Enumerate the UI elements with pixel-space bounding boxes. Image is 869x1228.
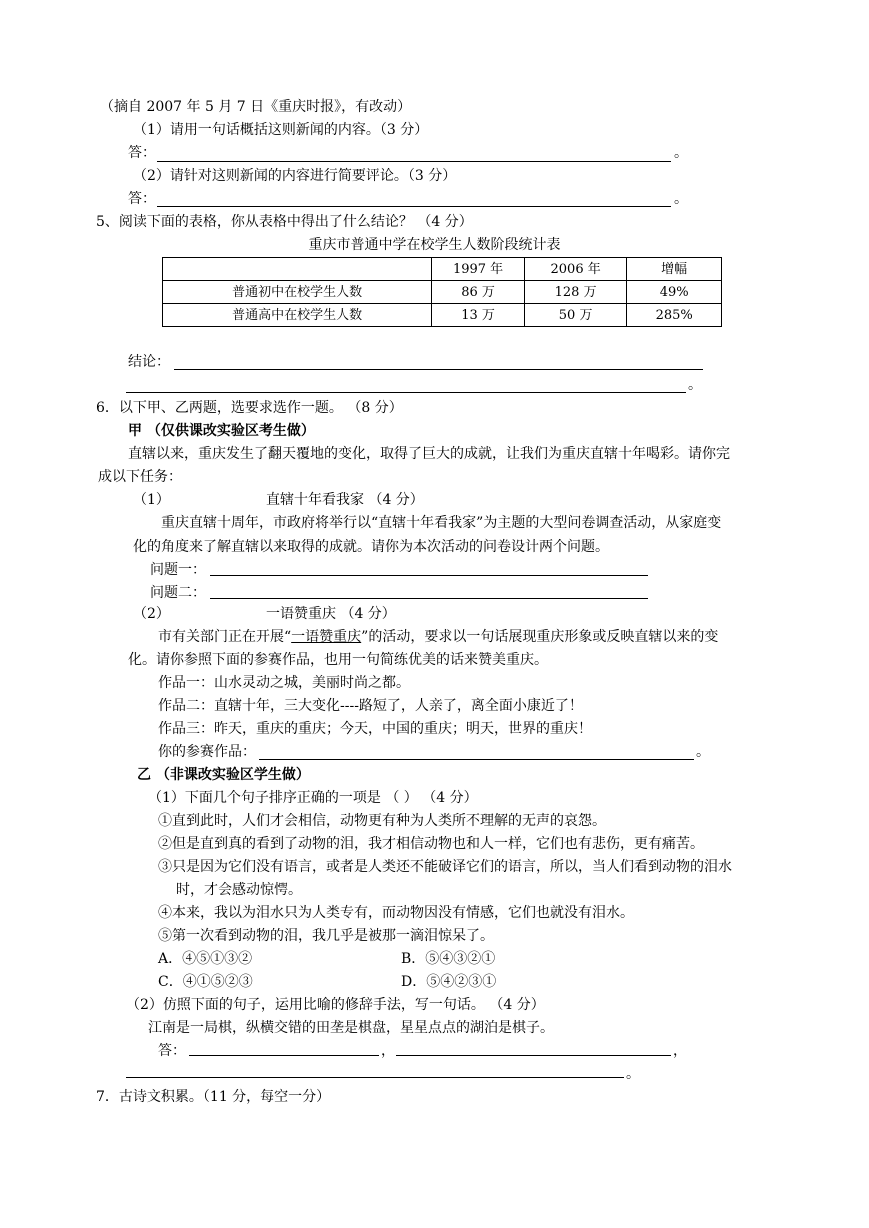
q4-sub2-answer-label: 答： bbox=[128, 191, 156, 207]
q6-jia-task1-title: 直辖十年看我家 （4 分） bbox=[266, 492, 424, 508]
q6-jia-intro-line2: 成以下任务： bbox=[98, 469, 182, 485]
q6-jia-task1-line2: 化的角度来了解直辖以来取得的成就。请你为本次活动的问卷设计两个问题。 bbox=[133, 539, 609, 555]
table-header-cell bbox=[163, 258, 432, 281]
q5-conclusion-line-2[interactable] bbox=[126, 392, 686, 393]
option-c[interactable]: C．④①⑤②③ bbox=[158, 974, 253, 990]
table-cell: 86 万 bbox=[432, 281, 525, 304]
table-header-cell: 增幅 bbox=[627, 258, 722, 281]
q6-question2-label: 问题二： bbox=[150, 585, 206, 601]
q6-yi-sub1: （1）下面几个句子排序正确的一项是 （ ） （4 分） bbox=[148, 790, 478, 806]
q6-example-sentence: 江南是一局棋，纵横交错的田垄是棋盘，星星点点的湖泊是棋子。 bbox=[148, 1020, 554, 1036]
table-cell: 50 万 bbox=[524, 304, 627, 327]
q6-jia-heading: 甲 （仅供课改实验区考生做） bbox=[128, 423, 315, 439]
q6-your-work-line[interactable] bbox=[259, 759, 694, 760]
q6-jia-task1-num: （1） bbox=[133, 492, 170, 508]
table-cell: 285% bbox=[627, 304, 722, 327]
table-cell: 普通初中在校学生人数 bbox=[163, 281, 432, 304]
option-d[interactable]: D．⑤④②③① bbox=[401, 974, 497, 990]
q6-yi-answer-line-2[interactable] bbox=[396, 1055, 671, 1056]
q6-question1-line[interactable] bbox=[210, 575, 648, 576]
q6-jia-end-mark: 。 bbox=[696, 744, 710, 760]
q6-jia-task2-line1 bbox=[158, 630, 718, 644]
option-b[interactable]: B．⑤④③②① bbox=[401, 951, 496, 967]
table-cell: 49% bbox=[627, 281, 722, 304]
q4-sub2-end-mark: 。 bbox=[674, 191, 688, 207]
q4-sub2: （2）请针对这则新闻的内容进行简要评论。（3 分） bbox=[133, 168, 457, 184]
option-a[interactable]: A．④⑤①③② bbox=[158, 951, 253, 967]
q6-sentence-2: ②但是直到真的看到了动物的泪，我才相信动物也和人一样，它们也有悲伤，更有痛苦。 bbox=[158, 836, 704, 852]
q6-sentence-3-line1: ③只是因为它们没有语言，或者是人类还不能破译它们的语言，所以，当人们看到动物的泪水 bbox=[158, 859, 732, 875]
q6-jia-task2-num: （2） bbox=[133, 606, 170, 622]
task2-line1-a: 市有关部门正在开展“ bbox=[158, 629, 292, 645]
stats-table bbox=[162, 257, 722, 327]
source-note: （摘自 2007 年 5 月 7 日《重庆时报》，有改动） bbox=[100, 99, 412, 115]
table-header-row bbox=[163, 258, 722, 281]
q6-yi-comma-2: ， bbox=[673, 1043, 687, 1059]
q6-sentence-4: ④本来，我以为泪水只为人类专有，而动物因没有情感，它们也就没有泪水。 bbox=[158, 905, 634, 921]
q6-jia-intro-line1: 直辖以来，重庆发生了翻天覆地的变化，取得了巨大的成就，让我们为重庆直辖十年喝彩。请你完 bbox=[128, 446, 730, 462]
table-header-cell: 1997 年 bbox=[432, 258, 525, 281]
q4-sub2-answer-line[interactable] bbox=[157, 206, 671, 207]
q6-yi-answer-label: 答： bbox=[158, 1043, 186, 1059]
q6-prompt: 6．以下甲、乙两题，选要求选作一题。 （8 分） bbox=[96, 400, 403, 416]
q6-yi-comma-1: ， bbox=[381, 1043, 395, 1059]
q7-prompt: 7．古诗文积累。（11 分，每空一分） bbox=[96, 1089, 331, 1105]
q4-sub1: （1）请用一句话概括这则新闻的内容。（3 分） bbox=[133, 122, 429, 138]
q6-yi-sub2: （2）仿照下面的句子，运用比喻的修辞手法，写一句话。 （4 分） bbox=[126, 997, 545, 1013]
q5-conclusion-label: 结论： bbox=[128, 354, 170, 370]
table-row bbox=[163, 304, 722, 327]
task2-line1-b: ”的活动，要求以一句话展现重庆形象或反映直辖以来的变 bbox=[361, 629, 719, 645]
table-row bbox=[163, 281, 722, 304]
q5-conclusion-line-1[interactable] bbox=[174, 369, 703, 370]
q6-yi-end-mark: 。 bbox=[626, 1066, 640, 1082]
q6-work2: 作品二：直辖十年，三大变化----路短了，人亲了，离全面小康近了！ bbox=[158, 698, 583, 714]
table-cell: 128 万 bbox=[524, 281, 627, 304]
q6-work3: 作品三：昨天，重庆的重庆；今天，中国的重庆；明天，世界的重庆！ bbox=[158, 721, 592, 737]
q5-table-title: 重庆市普通中学在校学生人数阶段统计表 bbox=[308, 237, 561, 253]
q5-prompt: 5、阅读下面的表格，你从表格中得出了什么结论？ （4 分） bbox=[96, 214, 473, 230]
table-cell: 13 万 bbox=[432, 304, 525, 327]
q6-jia-task2-title: 一语赞重庆 （4 分） bbox=[266, 606, 396, 622]
q6-sentence-5: ⑤第一次看到动物的泪，我几乎是被那一滴泪惊呆了。 bbox=[158, 928, 494, 944]
q6-question2-line[interactable] bbox=[210, 598, 648, 599]
q6-jia-task2-line2: 化。请你参照下面的参赛作品，也用一句简练优美的话来赞美重庆。 bbox=[128, 652, 548, 668]
q6-work1: 作品一：山水灵动之城，美丽时尚之都。 bbox=[158, 675, 410, 691]
q6-yi-answer-line-1[interactable] bbox=[189, 1055, 379, 1056]
q6-your-work-label: 你的参赛作品： bbox=[158, 744, 256, 760]
table-cell: 普通高中在校学生人数 bbox=[163, 304, 432, 327]
q6-sentence-1: ①直到此时，人们才会相信，动物更有种为人类所不理解的无声的哀怨。 bbox=[158, 813, 606, 829]
q6-jia-task1-line1: 重庆直辖十周年，市政府将举行以“直辖十年看我家”为主题的大型问卷调查活动，从家庭变 bbox=[161, 515, 722, 531]
q6-sentence-3-line2: 时，才会感动惊愕。 bbox=[176, 882, 302, 898]
q6-yi-heading: 乙 （非课改实验区学生做） bbox=[137, 767, 310, 783]
q6-yi-answer-line-3[interactable] bbox=[126, 1077, 624, 1078]
q6-question1-label: 问题一： bbox=[150, 562, 206, 578]
q4-sub1-answer-line[interactable] bbox=[157, 161, 671, 162]
q4-sub1-answer-label: 答： bbox=[128, 145, 156, 161]
table-header-cell: 2006 年 bbox=[524, 258, 627, 281]
q5-end-mark: 。 bbox=[688, 377, 702, 393]
task2-quoted-title: 一语赞重庆 bbox=[291, 629, 362, 645]
q4-sub1-end-mark: 。 bbox=[674, 145, 688, 161]
